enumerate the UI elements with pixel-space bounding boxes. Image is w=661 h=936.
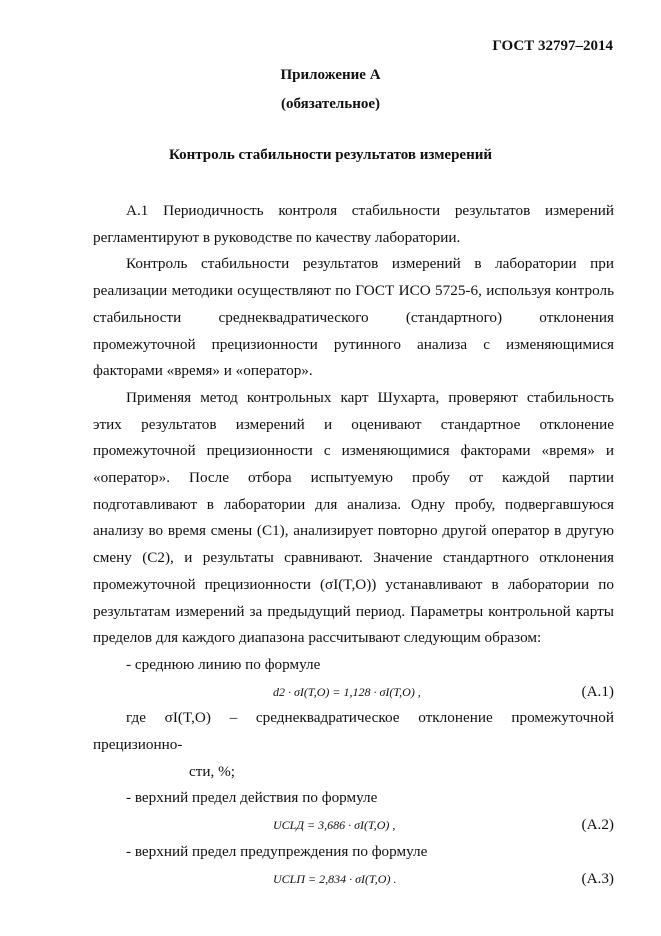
formula-number: (А.1) bbox=[581, 682, 614, 700]
where-clause: где σI(T,O) – среднеквадратическое отклонение промежуточной прецизионно- bbox=[93, 709, 614, 754]
annex-title: Приложение А bbox=[280, 67, 381, 83]
paragraph-shewhart: Применяя метод контрольных карт Шухарта, проверяют стабильность этих результатов измерений и оценивают стандартное отклонение промежуточной прецизионности с изменяющимися факторами «время» и «оператор». После отбора испытуемую пробу от каждой партии подготавливают в лаборатории для анализа. Одну пробу, подвергавшуюся анализу во время смены (C1), анализирует повторно другой оператор в другую смену (C2), и результаты сравнивают. Значение стандартного отклонения промежуточной прецизионности (σI(T,O)) устанавливают в лаборатории по результатам измерений за предыдущий период. Параметры контрольной карты пределов для каждого диапазона рассчитывают следующим образом: bbox=[93, 388, 614, 647]
paragraph-control: Контроль стабильности результатов измерений в лаборатории при реализации методики осуществляют по ГОСТ ИСО 5725-6, используя контроль стабильности среднеквадратического (стандартного) отклонения промежуточной прецизионности рутинного анализа с изменяющимися факторами «время» и «оператор». bbox=[93, 255, 614, 380]
item-warning-limit: - верхний предел предупреждения по формуле bbox=[126, 842, 428, 860]
item-action-limit: - верхний предел действия по формуле bbox=[126, 789, 378, 807]
formula-a3 bbox=[93, 866, 614, 893]
document-code: ГОСТ 32797–2014 bbox=[492, 38, 613, 54]
formula-expression: UCLП = 2,834 · σI(T,O) . bbox=[273, 871, 397, 886]
formula-a1 bbox=[93, 679, 614, 706]
item-center-line: - среднюю линию по формуле bbox=[126, 655, 321, 673]
formula-a2 bbox=[93, 812, 614, 839]
body-text bbox=[93, 198, 614, 892]
paragraph-a1: А.1 Периодичность контроля стабильности результатов измерений регламентируют в руководстве по качеству лаборатории. bbox=[93, 202, 614, 246]
where-clause-continuation: сти, %; bbox=[189, 762, 235, 780]
annex-status: (обязательное) bbox=[280, 96, 381, 112]
formula-number: (А.2) bbox=[581, 816, 614, 834]
formula-expression: UCLД = 3,686 · σI(T,O) , bbox=[273, 818, 396, 833]
formula-expression: d2 · σI(T,O) = 1,128 · σI(T,O) , bbox=[273, 684, 421, 699]
formula-number: (А.3) bbox=[581, 869, 614, 887]
section-heading: Контроль стабильности результатов измерений bbox=[168, 147, 492, 163]
